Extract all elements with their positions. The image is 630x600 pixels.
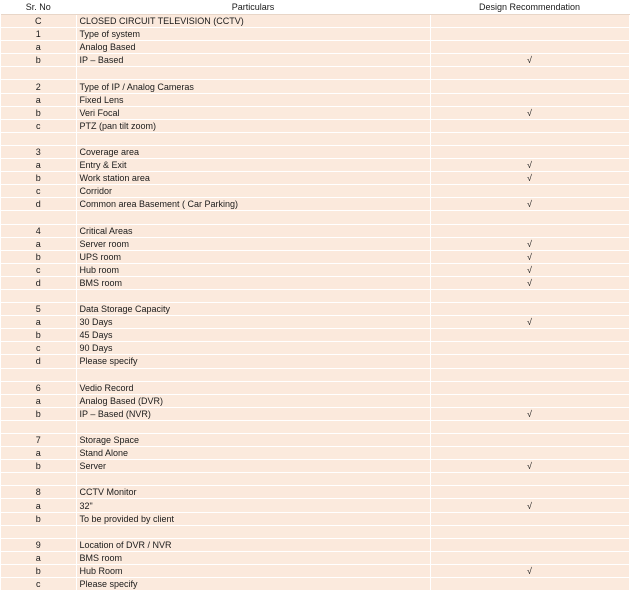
recommendation-cell <box>430 28 629 41</box>
sr-no-cell <box>1 420 76 433</box>
recommendation-cell <box>430 447 629 460</box>
header-design-recommendation: Design Recommendation <box>430 1 629 15</box>
particular-cell: Location of DVR / NVR <box>76 538 430 551</box>
table-row <box>1 525 629 538</box>
recommendation-cell <box>430 145 629 158</box>
recommendation-cell <box>430 355 629 368</box>
table-row <box>1 93 629 106</box>
table-row <box>1 106 629 119</box>
sr-no-cell: c <box>1 185 76 198</box>
sr-no-cell <box>1 525 76 538</box>
recommendation-cell <box>430 342 629 355</box>
table-row <box>1 460 629 473</box>
recommendation-cell <box>430 434 629 447</box>
particular-cell: Analog Based <box>76 41 430 54</box>
particular-cell: Hub Room <box>76 564 430 577</box>
particular-cell: BMS room <box>76 551 430 564</box>
table-row <box>1 54 629 67</box>
particular-cell <box>76 67 430 80</box>
checkmark-icon: √ <box>430 237 629 250</box>
recommendation-cell <box>430 185 629 198</box>
particular-cell: Please specify <box>76 578 430 591</box>
sr-no-cell: 4 <box>1 224 76 237</box>
table-row <box>1 578 629 591</box>
sr-no-cell <box>1 289 76 302</box>
sr-no-cell <box>1 211 76 224</box>
table-row <box>1 289 629 302</box>
spreadsheet <box>1 1 629 591</box>
checkmark-icon: √ <box>430 564 629 577</box>
sr-no-cell: 1 <box>1 28 76 41</box>
particular-cell: Corridor <box>76 185 430 198</box>
particular-cell: 45 Days <box>76 329 430 342</box>
particular-cell: Server room <box>76 237 430 250</box>
checkmark-icon: √ <box>430 499 629 512</box>
table-row <box>1 224 629 237</box>
sr-no-cell <box>1 473 76 486</box>
recommendation-cell <box>430 473 629 486</box>
sr-no-cell: a <box>1 159 76 172</box>
particular-cell: 90 Days <box>76 342 430 355</box>
sr-no-cell <box>1 368 76 381</box>
table-row <box>1 512 629 525</box>
particular-cell: CCTV Monitor <box>76 486 430 499</box>
sr-no-cell: 8 <box>1 486 76 499</box>
particular-cell: Critical Areas <box>76 224 430 237</box>
particular-cell: Storage Space <box>76 434 430 447</box>
table-row <box>1 211 629 224</box>
particular-cell: PTZ (pan tilt zoom) <box>76 119 430 132</box>
sr-no-cell: b <box>1 329 76 342</box>
sr-no-cell: c <box>1 342 76 355</box>
recommendation-cell <box>430 80 629 93</box>
table-row <box>1 368 629 381</box>
table-body <box>1 15 629 591</box>
sr-no-cell <box>1 67 76 80</box>
table-row <box>1 237 629 250</box>
checkmark-icon: √ <box>430 263 629 276</box>
particular-cell: 32" <box>76 499 430 512</box>
recommendation-cell <box>430 289 629 302</box>
recommendation-cell <box>430 93 629 106</box>
particular-cell: Entry & Exit <box>76 159 430 172</box>
table-row <box>1 473 629 486</box>
particular-cell: Stand Alone <box>76 447 430 460</box>
table-row <box>1 41 629 54</box>
particular-cell: Common area Basement ( Car Parking) <box>76 198 430 211</box>
table-row <box>1 329 629 342</box>
header-sr-no: Sr. No <box>1 1 76 15</box>
sr-no-cell: 2 <box>1 80 76 93</box>
table-row <box>1 119 629 132</box>
recommendation-cell <box>430 420 629 433</box>
sr-no-cell: d <box>1 276 76 289</box>
table-row <box>1 420 629 433</box>
sr-no-cell <box>1 132 76 145</box>
checkmark-icon: √ <box>430 159 629 172</box>
particular-cell: Veri Focal <box>76 106 430 119</box>
checkmark-icon: √ <box>430 407 629 420</box>
sr-no-cell: a <box>1 93 76 106</box>
particular-cell: Coverage area <box>76 145 430 158</box>
table-row <box>1 132 629 145</box>
sr-no-cell: b <box>1 407 76 420</box>
table-row <box>1 263 629 276</box>
checkmark-icon: √ <box>430 54 629 67</box>
sr-no-cell: 3 <box>1 145 76 158</box>
sr-no-cell: d <box>1 355 76 368</box>
recommendation-cell <box>430 224 629 237</box>
sr-no-cell: a <box>1 316 76 329</box>
particular-cell: IP – Based <box>76 54 430 67</box>
recommendation-cell <box>430 67 629 80</box>
table-row <box>1 434 629 447</box>
sr-no-cell: 5 <box>1 303 76 316</box>
particular-cell: Data Storage Capacity <box>76 303 430 316</box>
particular-cell: CLOSED CIRCUIT TELEVISION (CCTV) <box>76 15 430 28</box>
checkmark-icon: √ <box>430 276 629 289</box>
sr-no-cell: c <box>1 263 76 276</box>
sr-no-cell: c <box>1 578 76 591</box>
table-row <box>1 28 629 41</box>
table-row <box>1 564 629 577</box>
table-row <box>1 67 629 80</box>
table-row <box>1 159 629 172</box>
recommendation-cell <box>430 119 629 132</box>
sr-no-cell: b <box>1 564 76 577</box>
table-row <box>1 80 629 93</box>
sr-no-cell: b <box>1 106 76 119</box>
particular-cell: IP – Based (NVR) <box>76 407 430 420</box>
table-row <box>1 316 629 329</box>
table-row <box>1 172 629 185</box>
recommendation-cell <box>430 538 629 551</box>
particular-cell: 30 Days <box>76 316 430 329</box>
particular-cell: To be provided by client <box>76 512 430 525</box>
sr-no-cell: b <box>1 54 76 67</box>
cctv-recommendation-table <box>1 1 630 591</box>
particular-cell: Vedio Record <box>76 381 430 394</box>
checkmark-icon: √ <box>430 198 629 211</box>
recommendation-cell <box>430 486 629 499</box>
sr-no-cell: a <box>1 394 76 407</box>
particular-cell: Server <box>76 460 430 473</box>
header-row <box>1 1 629 15</box>
sr-no-cell: c <box>1 119 76 132</box>
recommendation-cell <box>430 512 629 525</box>
recommendation-cell <box>430 15 629 28</box>
table-row <box>1 145 629 158</box>
sr-no-cell: a <box>1 499 76 512</box>
table-row <box>1 407 629 420</box>
sr-no-cell: b <box>1 250 76 263</box>
recommendation-cell <box>430 41 629 54</box>
sr-no-cell: C <box>1 15 76 28</box>
particular-cell: UPS room <box>76 250 430 263</box>
particular-cell: Please specify <box>76 355 430 368</box>
table-row <box>1 250 629 263</box>
table-row <box>1 276 629 289</box>
sr-no-cell: b <box>1 460 76 473</box>
table-row <box>1 551 629 564</box>
particular-cell <box>76 525 430 538</box>
particular-cell: Work station area <box>76 172 430 185</box>
table-row <box>1 447 629 460</box>
sr-no-cell: a <box>1 551 76 564</box>
table-row <box>1 486 629 499</box>
recommendation-cell <box>430 303 629 316</box>
table-row <box>1 303 629 316</box>
particular-cell <box>76 211 430 224</box>
sr-no-cell: 7 <box>1 434 76 447</box>
particular-cell: BMS room <box>76 276 430 289</box>
sr-no-cell: d <box>1 198 76 211</box>
particular-cell <box>76 368 430 381</box>
checkmark-icon: √ <box>430 460 629 473</box>
table-row <box>1 499 629 512</box>
recommendation-cell <box>430 381 629 394</box>
recommendation-cell <box>430 394 629 407</box>
particular-cell <box>76 289 430 302</box>
checkmark-icon: √ <box>430 172 629 185</box>
header-particulars: Particulars <box>76 1 430 15</box>
particular-cell <box>76 473 430 486</box>
sr-no-cell: 9 <box>1 538 76 551</box>
table-row <box>1 355 629 368</box>
checkmark-icon: √ <box>430 316 629 329</box>
recommendation-cell <box>430 211 629 224</box>
sr-no-cell: a <box>1 447 76 460</box>
recommendation-cell <box>430 525 629 538</box>
table-row <box>1 381 629 394</box>
sr-no-cell: b <box>1 512 76 525</box>
recommendation-cell <box>430 329 629 342</box>
particular-cell <box>76 132 430 145</box>
sr-no-cell: a <box>1 237 76 250</box>
particular-cell <box>76 420 430 433</box>
table-row <box>1 15 629 28</box>
recommendation-cell <box>430 132 629 145</box>
particular-cell: Hub room <box>76 263 430 276</box>
table-row <box>1 538 629 551</box>
sr-no-cell: 6 <box>1 381 76 394</box>
recommendation-cell <box>430 368 629 381</box>
checkmark-icon: √ <box>430 106 629 119</box>
table-row <box>1 394 629 407</box>
particular-cell: Type of IP / Analog Cameras <box>76 80 430 93</box>
table-row <box>1 198 629 211</box>
recommendation-cell <box>430 551 629 564</box>
particular-cell: Fixed Lens <box>76 93 430 106</box>
particular-cell: Analog Based (DVR) <box>76 394 430 407</box>
sr-no-cell: b <box>1 172 76 185</box>
particular-cell: Type of system <box>76 28 430 41</box>
sr-no-cell: a <box>1 41 76 54</box>
table-row <box>1 185 629 198</box>
checkmark-icon: √ <box>430 250 629 263</box>
recommendation-cell <box>430 578 629 591</box>
table-row <box>1 342 629 355</box>
